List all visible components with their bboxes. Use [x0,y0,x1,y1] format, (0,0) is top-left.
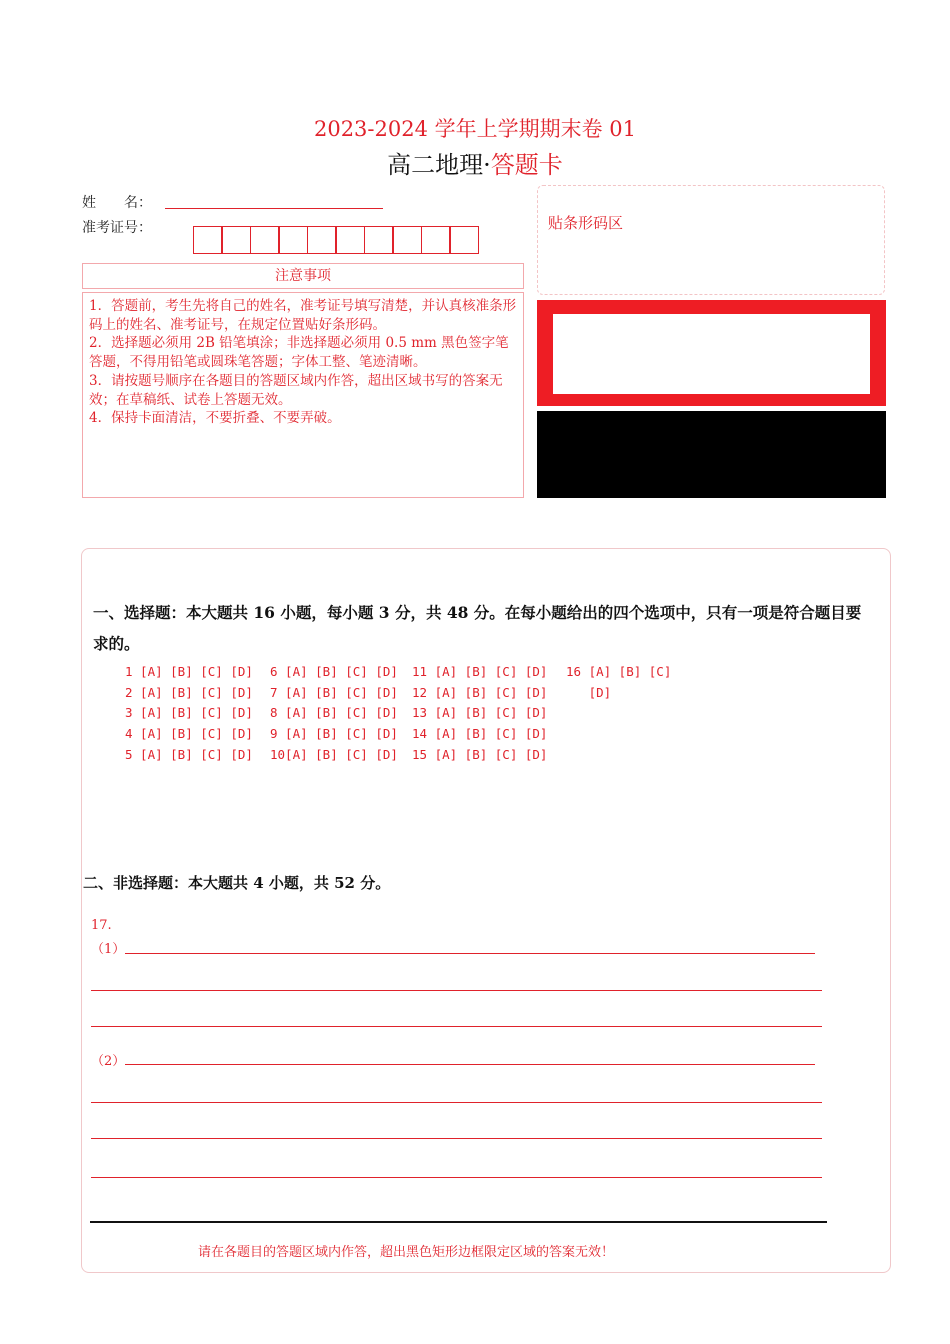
id-digit-box[interactable] [364,226,394,254]
notice-item: 1．答题前，考生先将自己的姓名，准考证号填写清楚，并认真核准条形码上的姓名、准考证号，在规定位置贴好条形码。 [89,298,517,333]
answer-line[interactable] [91,1102,822,1103]
choice-row[interactable]: 14 [A] [B] [C] [D] [412,726,548,742]
choice-row[interactable]: 10[A] [B] [C] [D] [270,746,398,762]
id-digit-box[interactable] [335,226,365,254]
redacted-block [537,411,886,498]
choice-row[interactable]: [D] [566,684,612,700]
choice-row[interactable]: 13 [A] [B] [C] [D] [412,705,548,721]
notice-body [82,292,524,498]
answer-line[interactable] [91,1026,822,1027]
name-input-line[interactable] [165,207,383,209]
sub-question-1-label: （1） [91,942,126,957]
choice-column-4 [566,665,671,706]
id-digit-box[interactable] [250,226,280,254]
notice-item: 2．选择题必须用 2B 铅笔填涂；非选择题必须用 0.5 mm 黑色签字笔答题，不得用铅笔或圆珠笔答题；字体工整、笔迹清晰。 [89,335,509,371]
answer-line[interactable] [91,1177,822,1178]
barcode-label: 贴条形码区 [548,214,624,232]
choice-row[interactable]: 9 [A] [B] [C] [D] [270,726,398,742]
answer-line[interactable] [91,1138,822,1139]
exam-title: 2023-2024 学年上学期期末卷 01 [313,117,637,141]
card-title [0,145,950,180]
choice-row[interactable]: 12 [A] [B] [C] [D] [412,684,548,700]
answer-line[interactable] [91,990,822,991]
name-label: 姓 名： [82,195,152,211]
choice-column-3 [412,665,547,768]
choice-row[interactable]: 2 [A] [B] [C] [D] [125,684,253,700]
card-title-accent: 答题卡 [490,151,563,179]
id-digit-box[interactable] [278,226,308,254]
choice-row[interactable]: 1 [A] [B] [C] [D] [125,664,253,679]
answer-line[interactable] [125,953,815,954]
choice-row[interactable]: 3 [A] [B] [C] [D] [125,705,253,721]
answer-region-bottom-border [90,1221,827,1223]
choice-row[interactable]: 11 [A] [B] [C] [D] [412,664,548,679]
id-digit-box[interactable] [392,226,422,254]
id-label: 准考证号： [82,220,152,236]
choice-row[interactable]: 8 [A] [B] [C] [D] [270,705,398,721]
choice-row[interactable]: 5 [A] [B] [C] [D] [125,746,253,762]
notice-item: 4．保持卡面清洁，不要折叠、不要弄破。 [89,410,341,427]
question-number: 17. [91,918,112,933]
id-digit-box[interactable] [221,226,251,254]
id-number-boxes[interactable] [194,226,479,254]
id-digit-box[interactable] [307,226,337,254]
sub-question-2-label: （2） [91,1054,126,1069]
card-title-subject: 高二地理· [387,151,491,179]
choice-row[interactable]: 4 [A] [B] [C] [D] [125,726,253,742]
footer-warning: 请在各题目的答题区域内作答，超出黑色矩形边框限定区域的答案无效！ [198,1245,615,1260]
choice-column-1 [125,665,253,768]
id-digit-box[interactable] [421,226,451,254]
choice-row[interactable]: 7 [A] [B] [C] [D] [270,684,398,700]
barcode-sticker-area [537,185,885,295]
id-digit-box[interactable] [193,226,223,254]
notice-title: 注意事项 [82,263,524,289]
choice-row[interactable]: 15 [A] [B] [C] [D] [412,746,548,762]
section2-heading: 二、非选择题：本大题共 4 小题，共 52 分。 [83,874,391,892]
answer-line[interactable] [125,1064,815,1065]
notice-item: 3．请按题号顺序在各题目的答题区域内作答，超出区域书写的答案无效；在草稿纸、试卷上答题无效。 [89,372,503,408]
absent-mark-inner [553,314,870,394]
choice-column-2 [270,665,398,768]
choice-row[interactable]: 16 [A] [B] [C] [566,664,672,679]
id-digit-box[interactable] [449,226,479,254]
choice-row[interactable]: 6 [A] [B] [C] [D] [270,664,398,679]
section1-heading: 一、选择题：本大题共 16 小题，每小题 3 分，共 48 分。在每小题给出的四个选项中，只有一项是符合题目要求的。 [93,603,862,653]
